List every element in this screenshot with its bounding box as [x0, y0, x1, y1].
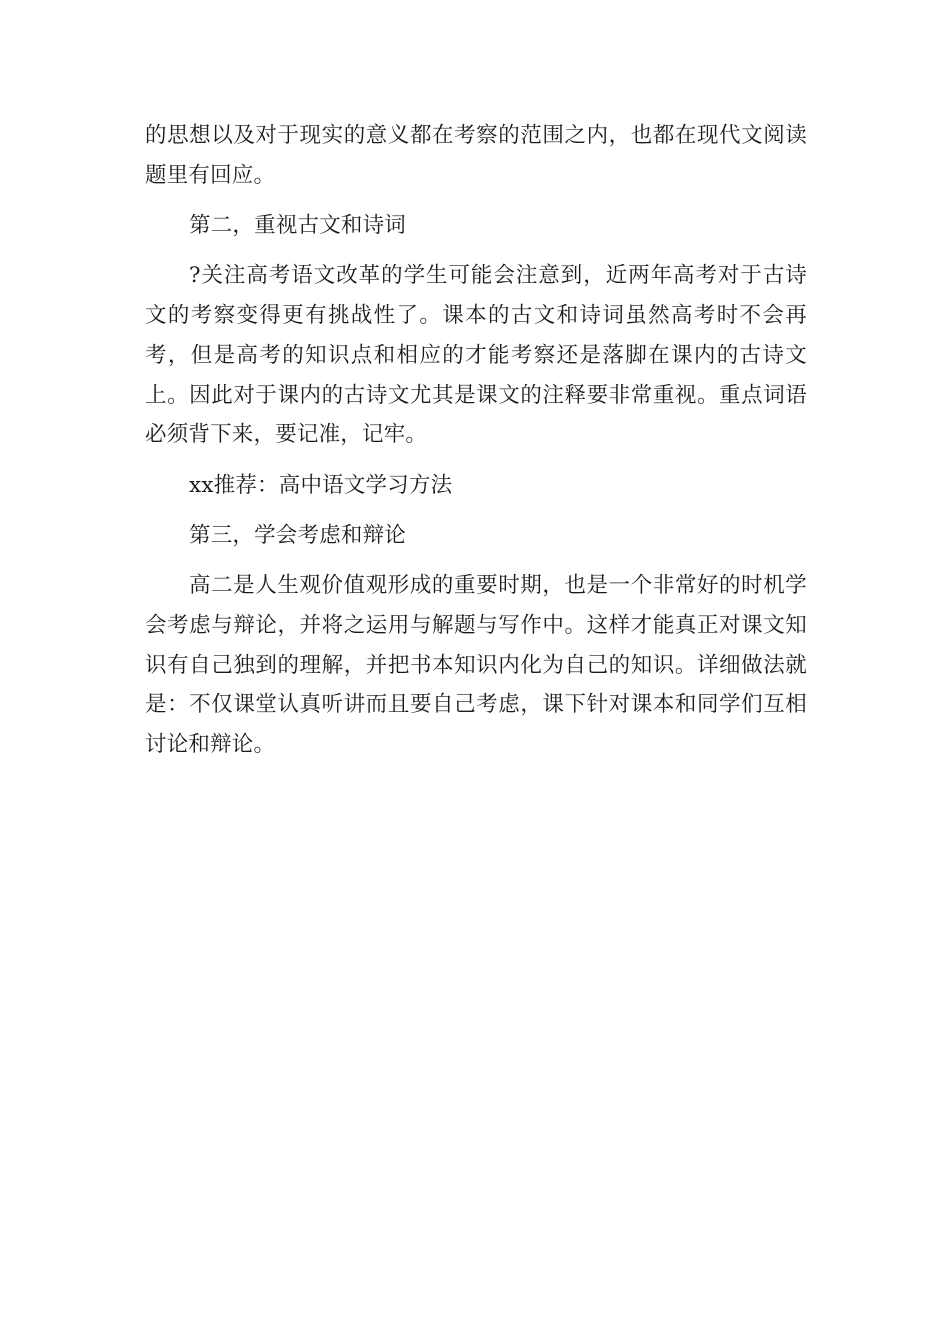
paragraph-thinking-debate: 高二是人生观价值观形成的重要时期，也是一个非常好的时机学会考虑与辩论，并将之运用与解题与写作中。这样才能真正对课文知识有自己独到的理解，并把书本知识内化为自己的知识。详细做法就是：不仅课堂认真听讲而且要自己考虑，课下针对课本和同学们互相讨论和辩论。	[145, 572, 807, 758]
recommendation-line: xx推荐：高中语文学习方法	[189, 472, 453, 498]
paragraph-continuation: 的思想以及对于现实的意义都在考察的范围之内，也都在现代文阅读题里有回应。	[145, 123, 807, 188]
section-heading-2: 第二，重视古文和诗词	[189, 212, 407, 238]
section-heading-3: 第三，学会考虑和辩论	[189, 522, 407, 548]
paragraph-classical-poetry: ?关注高考语文改革的学生可能会注意到，近两年高考对于古诗文的考察变得更有挑战性了。课本的古文和诗词虽然高考时不会再考，但是高考的知识点和相应的才能考察还是落脚在课内的古诗文上。因此对于课内的古诗文尤其是课文的注释要非常重视。重点词语必须背下来，要记准，记牢。	[145, 263, 807, 448]
document-body	[145, 116, 807, 775]
